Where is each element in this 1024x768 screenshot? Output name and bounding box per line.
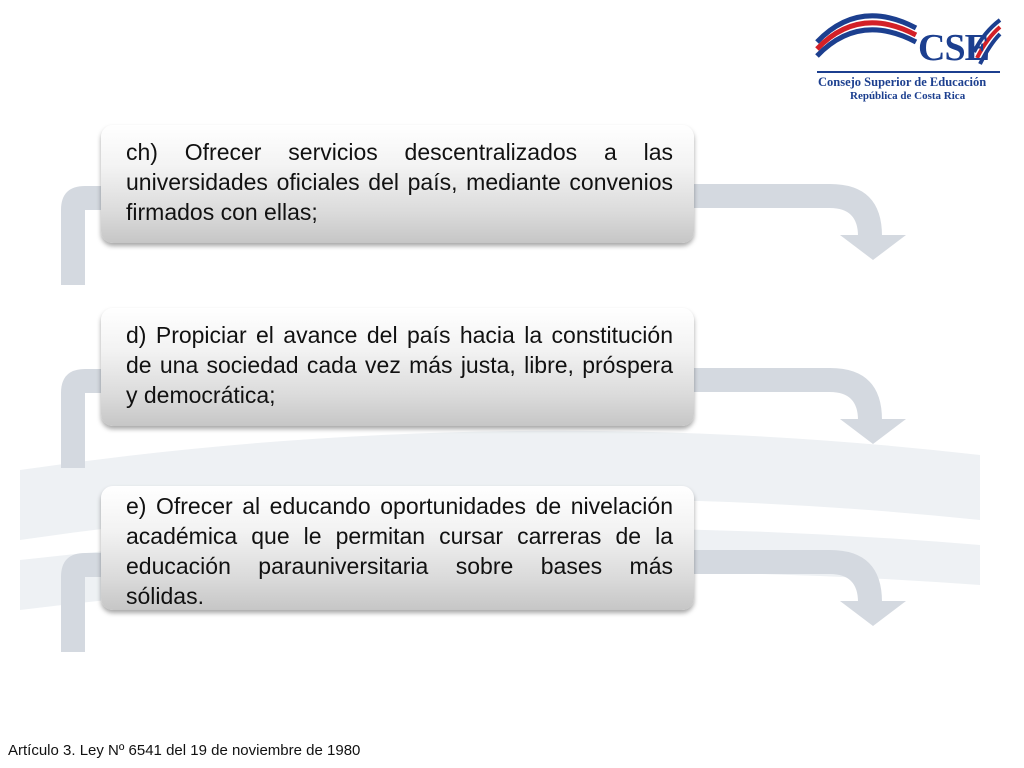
logo-organization-name: Consejo Superior de Educación (818, 75, 987, 89)
step-text: ch) Ofrecer servicios descentralizados a las universidades oficiales del país, mediante convenios firmados con ellas; (126, 139, 673, 225)
logo-acronym: CSE (918, 27, 989, 69)
step-box-ch (101, 125, 694, 243)
step-box-e (101, 486, 694, 610)
step-text: d) Propiciar el avance del país hacia la constitución de una sociedad cada vez más justa, libre, próspera y democrática; (126, 322, 673, 408)
step-text: e) Ofrecer al educando oportunidades de nivelación académica que le permitan cursar carreras de la educación parauniversitaria sobre bases más sólidas. (126, 493, 673, 609)
logo-country: República de Costa Rica (850, 90, 966, 102)
cse-logo (814, 12, 1004, 102)
step-box-d (101, 308, 694, 426)
source-citation: Artículo 3. Ley Nº 6541 del 19 de noviembre de 1980 (8, 742, 361, 759)
